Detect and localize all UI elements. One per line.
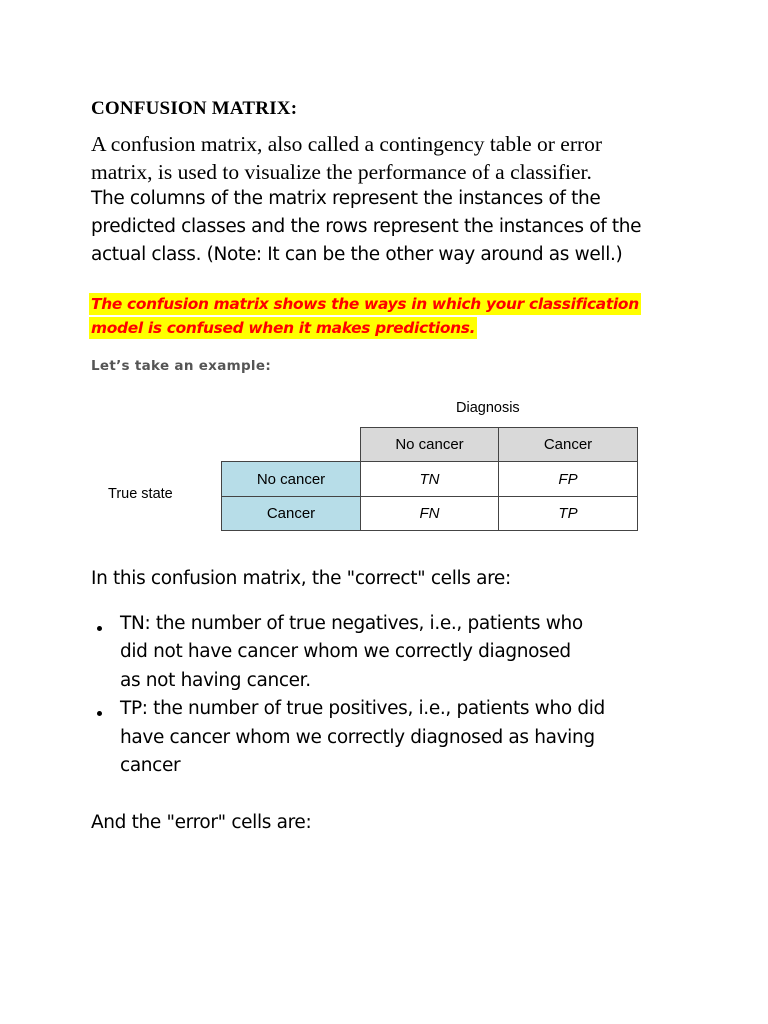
bullet-2-line-2: have cancer whom we correctly diagnosed as having — [120, 727, 595, 748]
bullet-2-line-1: TP: the number of true positives, i.e., patients who did — [120, 698, 605, 719]
column-group-label: Diagnosis — [456, 400, 520, 416]
bullet-1-line-3: as not having cancer. — [120, 670, 311, 691]
cell-tn: TN — [360, 461, 499, 497]
bullet-dot — [97, 711, 102, 716]
row-header-cancer: Cancer — [221, 496, 361, 531]
column-header-cancer: Cancer — [498, 427, 638, 462]
intro-line-3: The columns of the matrix represent the instances of the — [91, 188, 601, 209]
bullet-2-line-3: cancer — [120, 755, 181, 776]
highlight-line-1: The confusion matrix shows the ways in which your classification — [91, 295, 639, 313]
bullet-1-line-2: did not have cancer whom we correctly diagnosed — [120, 641, 571, 662]
intro-line-5: actual class. (Note: It can be the other way around as well.) — [91, 244, 623, 265]
error-cells-intro: And the "error" cells are: — [91, 812, 312, 833]
page-title: CONFUSION MATRIX: — [91, 98, 298, 119]
column-header-no-cancer: No cancer — [360, 427, 499, 462]
intro-line-2: matrix, is used to visualize the performance of a classifier. — [91, 160, 592, 184]
example-label: Let’s take an example: — [91, 358, 272, 374]
intro-line-1: A confusion matrix, also called a contingency table or error — [91, 132, 603, 156]
highlight-line-2: model is confused when it makes predictions. — [91, 319, 476, 337]
cell-fp: FP — [498, 461, 638, 497]
row-header-no-cancer: No cancer — [221, 461, 361, 497]
cell-tp: TP — [498, 496, 638, 531]
correct-cells-intro: In this confusion matrix, the "correct" cells are: — [91, 568, 511, 589]
cell-fn: FN — [360, 496, 499, 531]
bullet-1-line-1: TN: the number of true negatives, i.e., patients who — [120, 613, 583, 634]
intro-line-4: predicted classes and the rows represent the instances of the — [91, 216, 642, 237]
row-group-label: True state — [108, 486, 173, 502]
bullet-dot — [97, 626, 102, 631]
